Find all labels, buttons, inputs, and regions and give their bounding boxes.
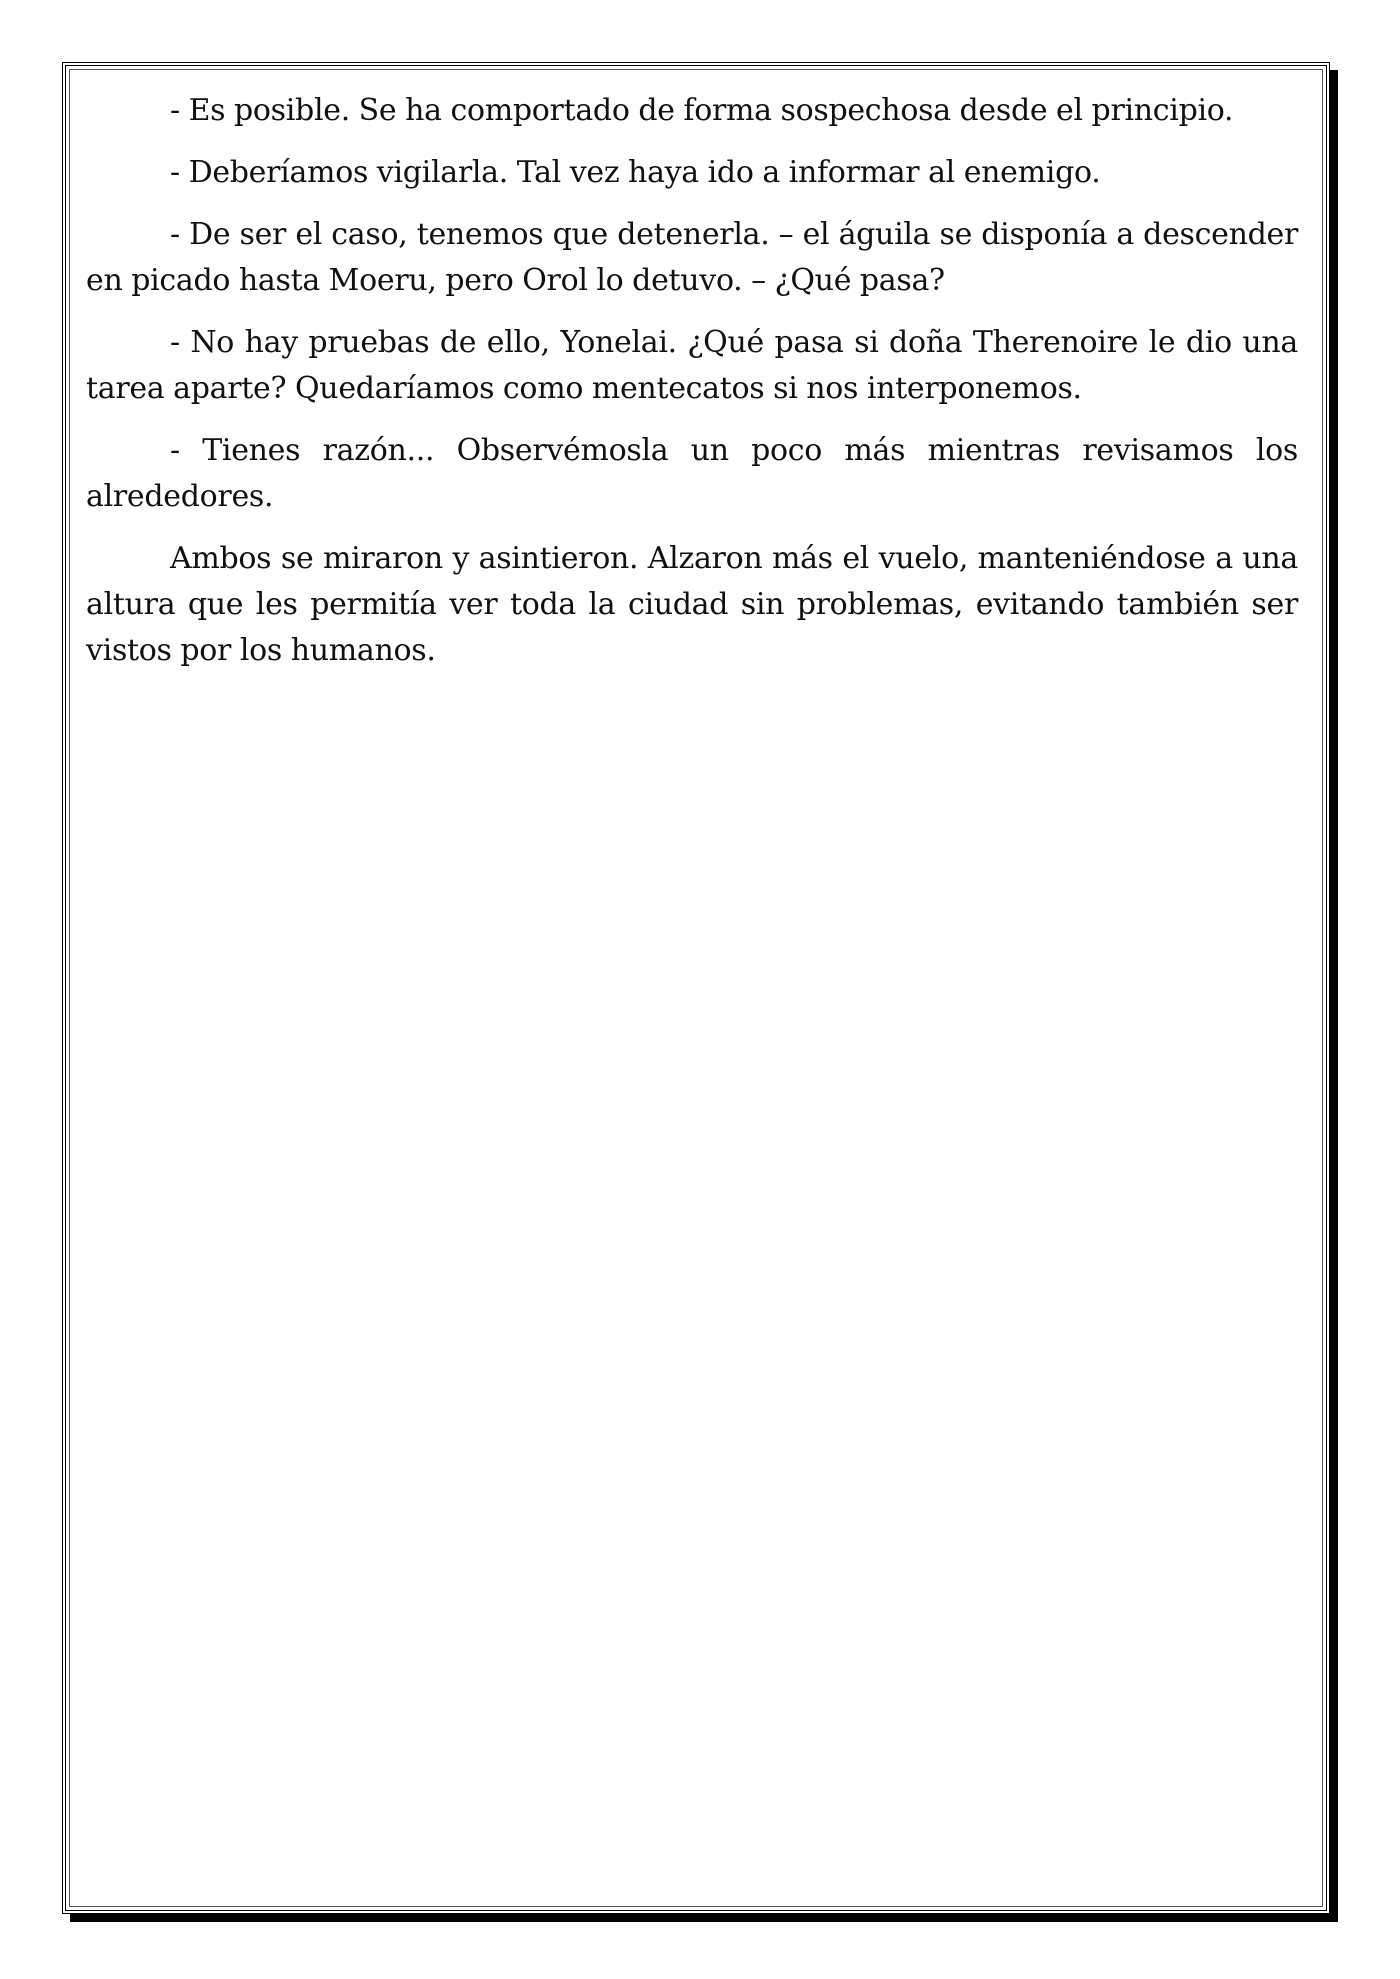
paragraph: - No hay pruebas de ello, Yonelai. ¿Qué pasa si doña Therenoire le dio una tarea aparte? Quedaríamos como mentecatos si nos interponemos. — [86, 325, 1298, 406]
paragraph: Ambos se miraron y asintieron. Alzaron más el vuelo, manteniéndose a una altura que les permitía ver toda la ciudad sin problemas, evitando también ser vistos por los humanos. — [86, 541, 1298, 668]
paragraph: - De ser el caso, tenemos que detenerla. – el águila se disponía a descender en picado hasta Moeru, pero Orol lo detuvo. – ¿Qué pasa? — [86, 217, 1298, 298]
paragraph: - Deberíamos vigilarla. Tal vez haya ido a informar al enemigo. — [170, 155, 1101, 190]
paragraph: - Tienes razón... Observémosla un poco más mientras revisamos los alrededores. — [86, 433, 1298, 514]
paragraph: - Es posible. Se ha comportado de forma sospechosa desde el principio. — [170, 93, 1234, 128]
page-frame — [62, 62, 1330, 1914]
document-body — [86, 88, 1298, 690]
